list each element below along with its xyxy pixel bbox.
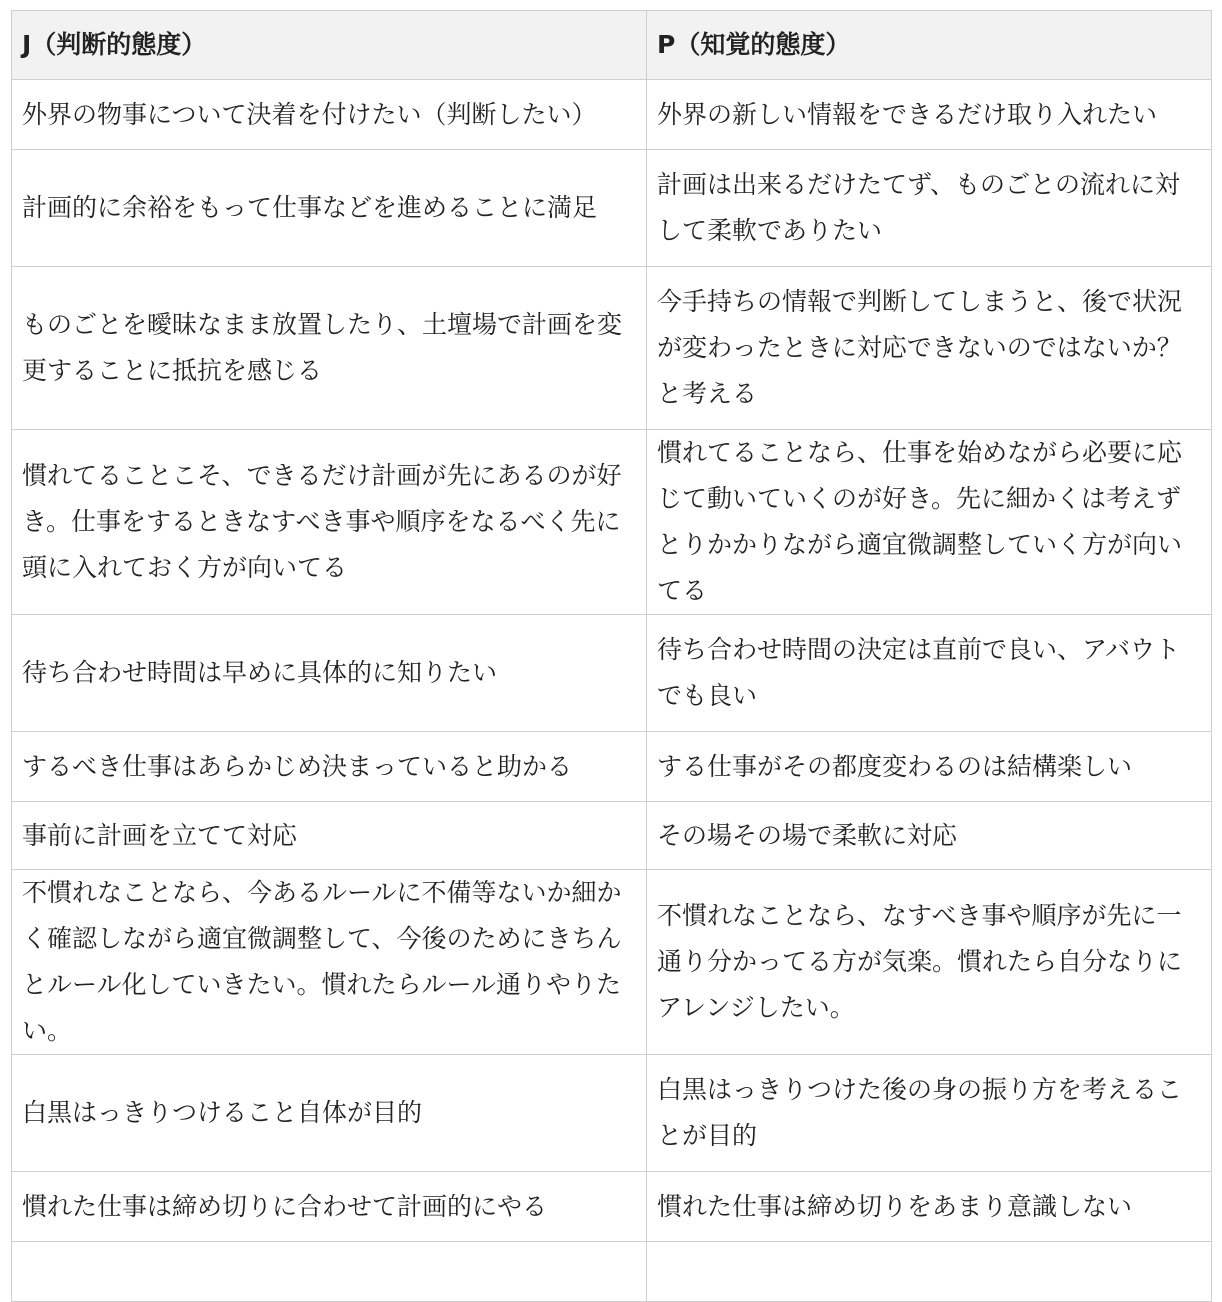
j-cell: 計画的に余裕をもって仕事などを進めることに満足 (12, 150, 647, 267)
table-header-row (12, 11, 1212, 80)
table-row (12, 732, 1212, 802)
table-row (12, 430, 1212, 615)
table-row (12, 1172, 1212, 1242)
table-row (12, 1055, 1212, 1172)
comparison-table-container (11, 10, 1211, 1302)
p-cell: 白黒はっきりつけた後の身の振り方を考えることが目的 (647, 1055, 1212, 1172)
j-cell: 事前に計画を立てて対応 (12, 802, 647, 870)
table-row (12, 802, 1212, 870)
p-cell: 不慣れなことなら、なすべき事や順序が先に一通り分かってる方が気楽。慣れたら自分なりにアレンジしたい。 (647, 870, 1212, 1055)
j-cell: 不慣れなことなら、今あるルールに不備等ないか細かく確認しながら適宜微調整して、今後のためにきちんとルール化していきたい。慣れたらルール通りやりたい。 (12, 870, 647, 1055)
p-cell: その場その場で柔軟に対応 (647, 802, 1212, 870)
j-cell (12, 1242, 647, 1302)
p-cell: 慣れてることなら、仕事を始めながら必要に応じて動いていくのが好き。先に細かくは考えずとりかかりながら適宜微調整していく方が向いてる (647, 430, 1212, 615)
p-cell: する仕事がその都度変わるのは結構楽しい (647, 732, 1212, 802)
header-p-attitude: P（知覚的態度） (647, 11, 1212, 80)
j-cell: 慣れた仕事は締め切りに合わせて計画的にやる (12, 1172, 647, 1242)
table-row (12, 267, 1212, 430)
p-cell (647, 1242, 1212, 1302)
table-row (12, 1242, 1212, 1302)
jp-comparison-table (11, 10, 1212, 1302)
p-cell: 待ち合わせ時間の決定は直前で良い、アバウトでも良い (647, 615, 1212, 732)
p-cell: 計画は出来るだけたてず、ものごとの流れに対して柔軟でありたい (647, 150, 1212, 267)
j-cell: 外界の物事について決着を付けたい（判断したい） (12, 80, 647, 150)
table-row (12, 80, 1212, 150)
j-cell: 慣れてることこそ、できるだけ計画が先にあるのが好き。仕事をするときなすべき事や順序をなるべく先に頭に入れておく方が向いてる (12, 430, 647, 615)
p-cell: 今手持ちの情報で判断してしまうと、後で状況が変わったときに対応できないのではないか？と考える (647, 267, 1212, 430)
j-cell: ものごとを曖昧なまま放置したり、土壇場で計画を変更することに抵抗を感じる (12, 267, 647, 430)
j-cell: 白黒はっきりつけること自体が目的 (12, 1055, 647, 1172)
j-cell: 待ち合わせ時間は早めに具体的に知りたい (12, 615, 647, 732)
j-cell: するべき仕事はあらかじめ決まっていると助かる (12, 732, 647, 802)
table-row (12, 615, 1212, 732)
table-row (12, 150, 1212, 267)
p-cell: 外界の新しい情報をできるだけ取り入れたい (647, 80, 1212, 150)
p-cell: 慣れた仕事は締め切りをあまり意識しない (647, 1172, 1212, 1242)
table-row (12, 870, 1212, 1055)
header-j-attitude: J（判断的態度） (12, 11, 647, 80)
